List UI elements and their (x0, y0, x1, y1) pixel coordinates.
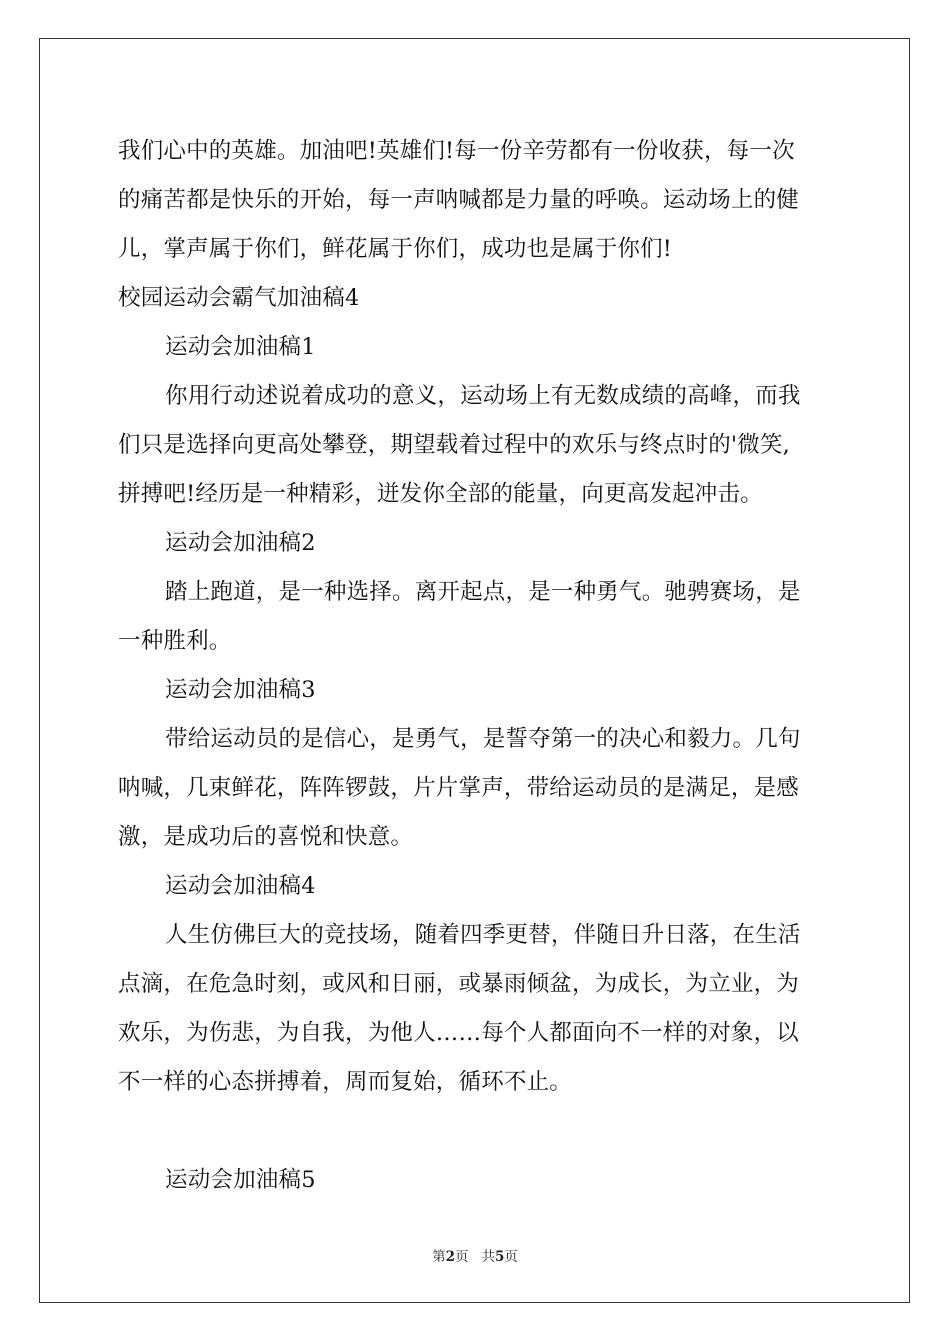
text-line: 呐喊，几束鲜花，阵阵锣鼓，片片掌声，带给运动员的是满足，是感 (118, 775, 800, 801)
subsection-heading: 运动会加油稿3 (165, 677, 316, 703)
page-footer (0, 1248, 950, 1266)
text-line: 一种胜利。 (118, 628, 232, 654)
subsection-heading: 运动会加油稿5 (165, 1167, 316, 1193)
page-suffix: 页 (455, 1249, 469, 1265)
subsection-heading: 运动会加油稿4 (165, 873, 316, 899)
page-prefix: 第 (432, 1249, 446, 1265)
text-line: 欢乐，为伤悲，为自我，为他人……每个人都面向不一样的对象，以 (118, 1020, 800, 1046)
current-page-number: 2 (445, 1249, 456, 1265)
total-pages-number: 5 (494, 1249, 505, 1265)
text-line: 人生仿佛巨大的竞技场，随着四季更替，伴随日升日落，在生活 (165, 922, 801, 948)
text-line: 激，是成功后的喜悦和快意。 (118, 824, 414, 850)
document-body (118, 127, 834, 1205)
text-line: 带给运动员的是信心，是勇气，是誓夺第一的决心和毅力。几句 (165, 726, 801, 752)
text-line: 的痛苦都是快乐的开始，每一声呐喊都是力量的呼唤。运动场上的健 (118, 187, 800, 213)
total-suffix: 页 (504, 1249, 518, 1265)
subsection-heading: 运动会加油稿1 (165, 334, 316, 360)
text-line: 不一样的心态拼搏着，周而复始，循环不止。 (118, 1069, 573, 1095)
text-line: 踏上跑道，是一种选择。离开起点，是一种勇气。驰骋赛场，是 (165, 579, 801, 605)
subsection-heading: 运动会加油稿2 (165, 530, 316, 556)
text-line: 我们心中的英雄。加油吧!英雄们!每一份辛劳都有一份收获，每一次 (118, 138, 795, 164)
paragraph-gap (118, 1107, 834, 1156)
section-title: 校园运动会霸气加油稿4 (118, 285, 360, 311)
text-line: 们只是选择向更高处攀登，期望载着过程中的欢乐与终点时的'微笑, (118, 432, 791, 458)
text-line: 拼搏吧!经历是一种精彩，迸发你全部的能量，向更高发起冲击。 (118, 481, 763, 507)
total-prefix: 共 (481, 1249, 495, 1265)
text-line: 你用行动述说着成功的意义，运动场上有无数成绩的高峰，而我 (165, 383, 801, 409)
text-line: 儿，掌声属于你们，鲜花属于你们，成功也是属于你们! (118, 236, 673, 262)
text-line: 点滴，在危急时刻，或风和日丽，或暴雨倾盆，为成长，为立业，为 (118, 971, 800, 997)
